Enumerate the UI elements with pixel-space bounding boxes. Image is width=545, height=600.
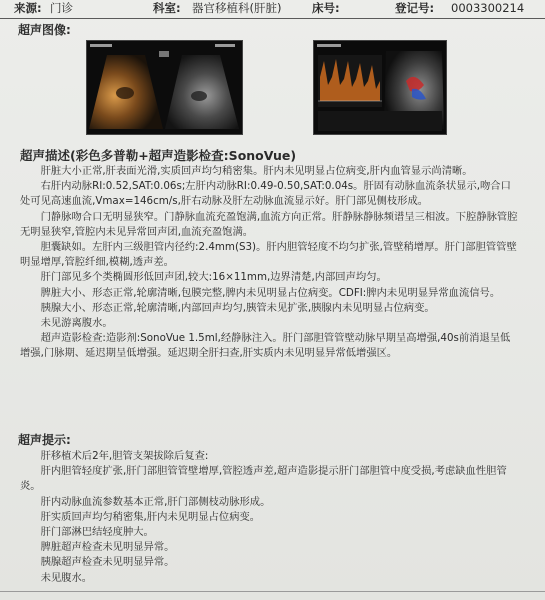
reg-label: 登记号: — [395, 1, 435, 15]
description-body — [20, 164, 520, 362]
ultrasound-doppler-graphic — [314, 41, 446, 134]
source-value: 门诊 — [50, 1, 73, 15]
description-paragraph: 肝脏大小正常,肝表面光滑,实质回声均匀稍密集。肝内未见明显占位病变,肝内血管显示尚清晰。 — [40, 165, 473, 177]
description-paragraph: 门静脉吻合口无明显狭窄。门静脉血流充盈饱满,血流方向正常。肝静脉静脉频谱呈三相波。下腔静脉管腔无明显狭窄,管腔内未见异常回声团,血流充盈饱满。 — [20, 210, 518, 238]
description-title: 超声描述(彩色多普勒+超声造影检查:SonoVue) — [20, 148, 297, 163]
description-paragraph: 肝门部见多个类椭圆形低回声团,较大:16×11mm,边界清楚,内部回声均匀。 — [40, 271, 387, 284]
footer-divider — [0, 591, 545, 592]
description-paragraph: 胰腺大小、形态正常,轮廓清晰,内部回声均匀,胰管未见扩张,胰腺内未见明显占位病变。 — [40, 301, 435, 314]
tip-line: 肝内胆管轻度扩张,肝门部胆管管壁增厚,管腔透声差,超声造影提示肝门部胆管中度受损,考虑缺血性胆管炎。 — [20, 465, 507, 493]
tip-line: 肝门部淋巴结轻度肿大。 — [40, 526, 154, 539]
tips-body — [20, 449, 520, 586]
ultrasound-image-bmode — [86, 40, 243, 135]
dept-label: 科室: — [153, 1, 181, 15]
tip-line: 肝内动脉血流参数基本正常,肝门部侧枝动脉形成。 — [40, 495, 271, 508]
ultrasound-image-doppler — [313, 40, 447, 135]
tip-line: 肝实质回声均匀稍密集,肝内未见明显占位病变。 — [40, 510, 261, 523]
description-paragraph: 未见游离腹水。 — [40, 317, 113, 330]
tip-line: 脾脏超声检查未见明显异常。 — [40, 541, 175, 554]
bed-label: 床号: — [312, 1, 340, 15]
source-label: 来源: — [14, 1, 42, 15]
images-title: 超声图像: — [18, 23, 71, 37]
tip-line: 未见腹水。 — [40, 571, 93, 584]
description-paragraph: 胆囊缺如。左肝内三级胆管内径约:2.4mm(S3)。肝内胆管轻度不均匀扩张,管壁稍增厚。肝门部胆管管壁明显增厚,管腔纤细,模糊,透声差。 — [20, 241, 517, 269]
description-paragraph: 超声造影检查:造影剂:SonoVue 1.5ml,经静脉注入。肝门部胆管管壁动脉早期呈高增强,40s前消退呈低增强,门脉期、延迟期呈低增强。延迟期全肝扫查,肝实质内未见明显异常低增强区。 — [20, 332, 511, 360]
tip-line: 胰腺超声检查未见明显异常。 — [40, 556, 175, 569]
tip-line: 肝移植术后2年,胆管支架拔除后复查: — [40, 450, 209, 462]
report-header — [0, 0, 545, 19]
description-paragraph: 右肝内动脉RI:0.52,SAT:0.06s;左肝内动脉RI:0.49-0.50,SAT:0.04s。肝固有动脉血流条状显示,吻合口处可见高速血流,Vmax=146cm/s,肝右动脉及肝左动脉血流显示好。肝门部见侧枝形成。 — [20, 180, 511, 208]
tips-title: 超声提示: — [18, 433, 71, 447]
ultrasound-bmode-graphic — [87, 41, 242, 134]
description-paragraph: 脾脏大小、形态正常,轮廓清晰,包膜完整,脾内未见明显占位病变。CDFI:脾内未见明显异常血流信号。 — [40, 286, 501, 299]
dept-value: 器官移植科(肝脏) — [192, 1, 282, 15]
reg-value: 0003300214 — [451, 1, 525, 15]
